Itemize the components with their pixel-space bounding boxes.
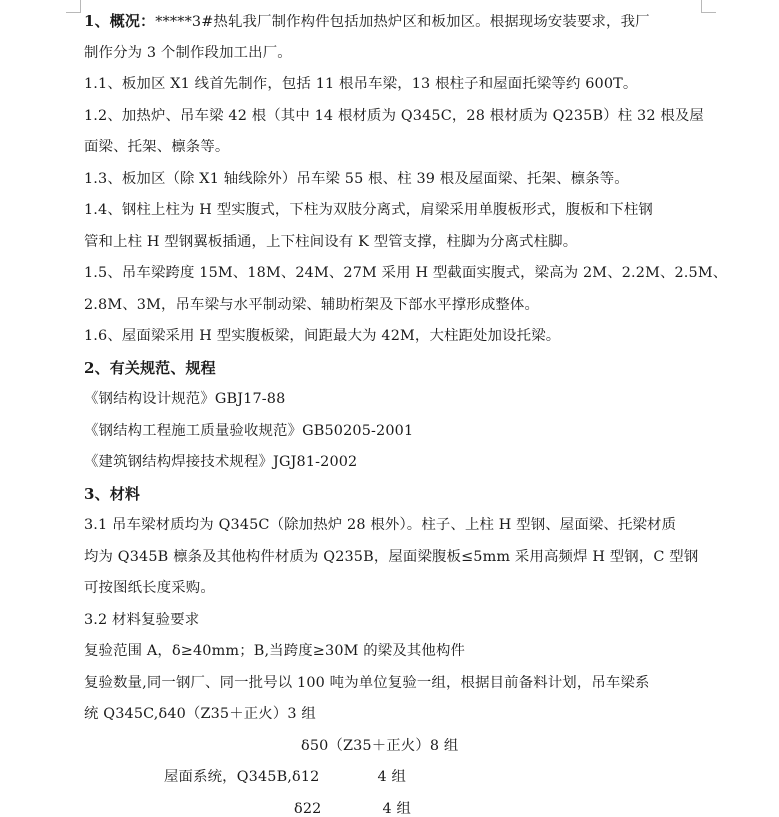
page-corner-mark-left (66, 0, 81, 13)
section3-heading: 3、材料 (84, 484, 141, 503)
section2-heading: 2、有关规范、规程 (84, 358, 216, 377)
paragraph-line: 统 Q345C,δ40（Z35＋正火）3 组 (84, 706, 316, 722)
roof-thickness: δ22 (294, 800, 322, 817)
paragraph-line: 1.1、板加区 X1 线首先制作，包括 11 根吊车梁，13 根柱子和屋面托梁等约 600T。 (84, 76, 638, 92)
paragraph-line: 均为 Q345B 檩条及其他构件材质为 Q235B，屋面梁腹板≤5mm 采用高频焊 H 型钢，C 型钢 (84, 548, 699, 565)
paragraph-line: 1.4、钢柱上柱为 H 型实腹式，下柱为双肢分离式，肩梁采用单腹板形式，腹板和下柱钢 (84, 202, 653, 218)
paragraph-line: 复验数量,同一钢厂、同一批号以 100 吨为单位复验一组，根据目前备料计划，吊车梁系 (84, 674, 650, 691)
paragraph-line: 3.1 吊车梁材质均为 Q345C（除加热炉 28 根外）。柱子、上柱 H 型钢、屋面梁、托梁材质 (84, 517, 677, 533)
roof-system-line (84, 762, 724, 794)
subsection-title: 3.2 材料复验要求 (84, 611, 200, 628)
roof-count: 4 组 (377, 769, 407, 785)
paragraph-line: 2.8M、3M，吊车梁与水平制动梁、辅助桁架及下部水平撑形成整体。 (84, 296, 540, 313)
paragraph-line: 可按图纸长度采购。 (84, 580, 215, 596)
paragraph-line: 复验范围 A，δ≥40mm；B,当跨度≥30M 的梁及其他构件 (84, 643, 466, 659)
section1-heading: 1、概况： (84, 12, 156, 30)
standard-reference: 《建筑钢结构焊接技术规程》JGJ81-2002 (84, 454, 358, 470)
paragraph-line: 1.6、屋面梁采用 H 型实腹板梁，间距最大为 42M，大柱距处加设托梁。 (84, 328, 561, 344)
section1-intro-text: *****3#热轧我厂制作构件包括加热炉区和板加区。根据现场安装要求，我厂 (155, 14, 650, 30)
paragraph-line: 1.3、板加区（除 X1 轴线除外）吊车梁 55 根、柱 39 根及屋面梁、托架、檩条等。 (84, 170, 629, 187)
standard-reference: 《钢结构工程施工质量验收规范》GB50205-2001 (84, 422, 414, 439)
roof-system-label: 屋面系统，Q345B,δ12 (164, 769, 320, 785)
paragraph-line: 面梁、托架、檩条等。 (84, 139, 230, 155)
paragraph-line: δ50（Z35＋正火）8 组 (301, 737, 459, 754)
paragraph-line: 1.2、加热炉、吊车梁 42 根（其中 14 根材质为 Q345C，28 根材质为 Q235B）柱 32 根及屋 (84, 107, 704, 124)
roof-system-line (84, 794, 724, 817)
paragraph-line: 制作分为 3 个制作段加工出厂。 (84, 44, 292, 61)
paragraph-line: 1.5、吊车梁跨度 15M、18M、24M、27M 采用 H 型截面实腹式，梁高为 2M、2.2M、2.5M、 (84, 265, 728, 281)
roof-count: 4 组 (382, 800, 412, 817)
section1-intro-line (84, 6, 724, 38)
standard-reference: 《钢结构设计规范》GBJ17-88 (84, 391, 286, 407)
document-body (84, 6, 728, 817)
paragraph-line: 管和上柱 H 型钢翼板插通，上下柱间设有 K 型管支撑，柱脚为分离式柱脚。 (84, 233, 578, 250)
